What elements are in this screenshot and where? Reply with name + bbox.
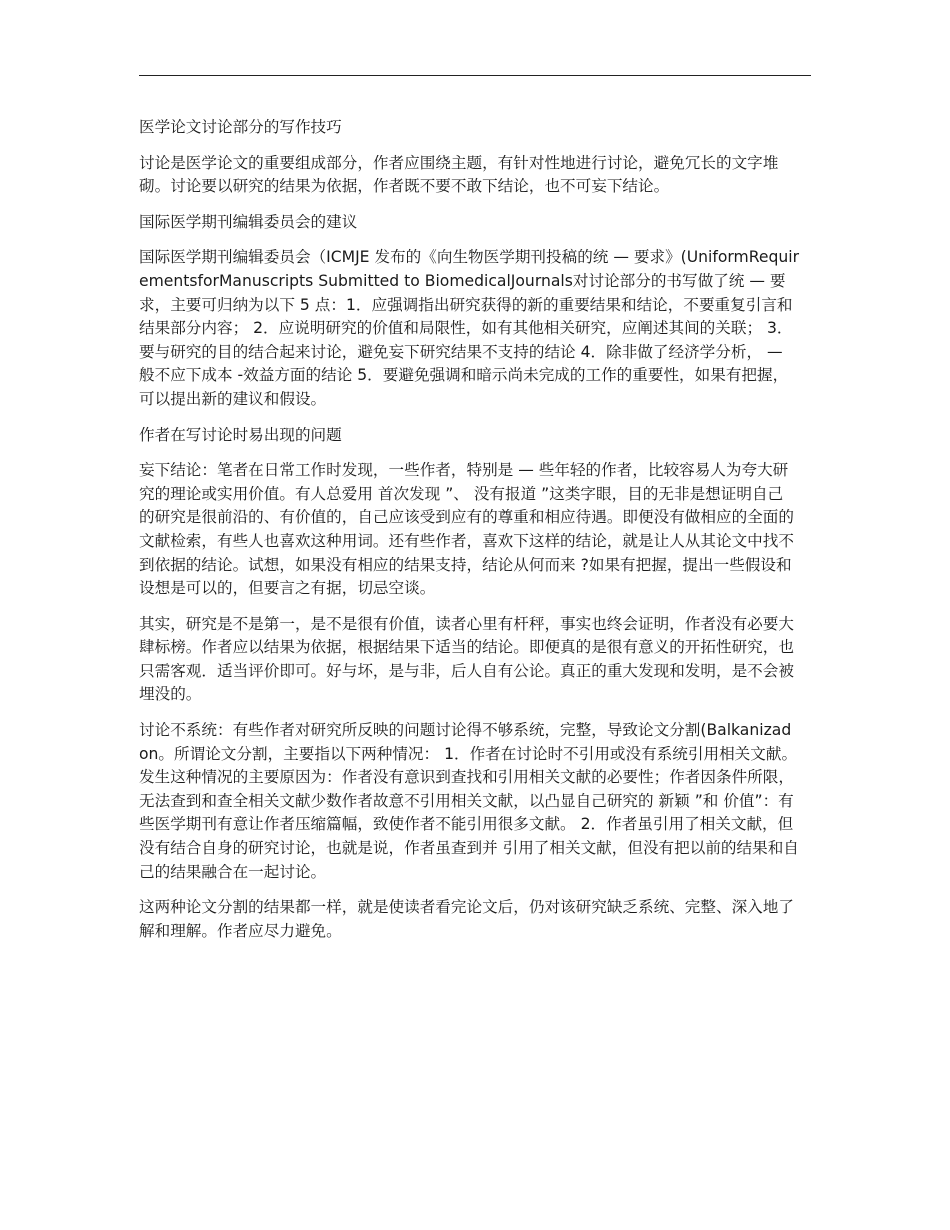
document-body [139, 116, 799, 955]
objectivity-paragraph: 其实，研究是不是第一，是不是很有价值，读者心里有杆秤，事实也终会证明，作者没有必要大肆标榜。作者应以结果为依据，根据结果下适当的结论。即便真的是很有意义的开拓性研究，也只需客观．适当评价即可。好与坏，是与非，后人自有公论。真正的重大发现和发明，是不会被埋没的。 [139, 614, 794, 704]
section-heading-icmje: 国际医学期刊编辑委员会的建议 [139, 212, 358, 231]
unsystematic-discussion-paragraph: 讨论不系统：有些作者对研究所反映的问题讨论得不够系统，完整，导致论文分割(Balkanizadon。所谓论文分割，主要指以下两种情况： 1．作者在讨论时不引用或没有系统引用相关文献。发生这种情况的主要原因为：作者没有意识到查找和引用相关文献的必要性；作者因条件所限，无法查到和查全相关文献少数作者故意不引用相关文献，以凸显自己研究的 新颖 ”和 价值”：有些医学期刊有意让作者压缩篇幅，致使作者不能引用很多文献。 2．作者虽引用了相关文献，但没有结合自身的研究讨论，也就是说，作者虽查到并 引用了相关文献，但没有把以前的结果和自己的结果融合在一起讨论。 [139, 721, 799, 881]
header-rule [139, 75, 811, 76]
section-heading-problems: 作者在写讨论时易出现的问题 [139, 425, 342, 444]
closing-paragraph: 这两种论文分割的结果都一样，就是使读者看完论文后，仍对该研究缺乏系统、完整、深入地了解和理解。作者应尽力避免。 [139, 898, 794, 940]
hasty-conclusion-paragraph: 妄下结论：笔者在日常工作时发现，一些作者，特别是 — 些年轻的作者，比较容易人为夸大研究的理论或实用价值。有人总爱用 首次发现 ”、 没有报道 ”这类字眼，目的无非是想证明自己 的研究是很前沿的、有价值的，自己应该受到应有的尊重和相应待遇。即便没有做相应的全面的文献检索，有些人也喜欢这种用词。还有些作者，喜欢下这样的结论，就是让人从其论文中找不到依据的结论。试想，如果没有相应的结果支持，结论从何而来 ?如果有把握，提出一些假设和设想是可以的，但要言之有据，切忌空谈。 [139, 461, 794, 598]
intro-paragraph: 讨论是医学论文的重要组成部分，作者应围绕主题，有针对性地进行讨论，避免冗长的文字堆砌。讨论要以研究的结果为依据，作者既不要不敢下结论，也不可妄下结论。 [139, 153, 779, 196]
icmje-paragraph: 国际医学期刊编辑委员会（ICMJE 发布的《向生物医学期刊投稿的统 — 要求》(UniformRequirementsforManuscripts Submitted to BiomedicalJournals对讨论部分的书写做了统 — 要求，主要可归纳为以下 5 点：1．应强调指出研究获得的新的重要结果和结论，不要重复引言和结果部分内容； 2．应说明研究的价值和局限性，如有其他相关研究，应阐述其间的关联； 3．要与研究的目的结合起来讨论，避免妄下研究结果不支持的结论 4．除非做了经济学分析， — 般不应下成本 -效益方面的结论 5．要避免强调和暗示尚未完成的工作的重要性，如果有把握，可以提出新的建议和假设。 [139, 248, 799, 408]
document-title: 医学论文讨论部分的写作技巧 [139, 118, 342, 136]
